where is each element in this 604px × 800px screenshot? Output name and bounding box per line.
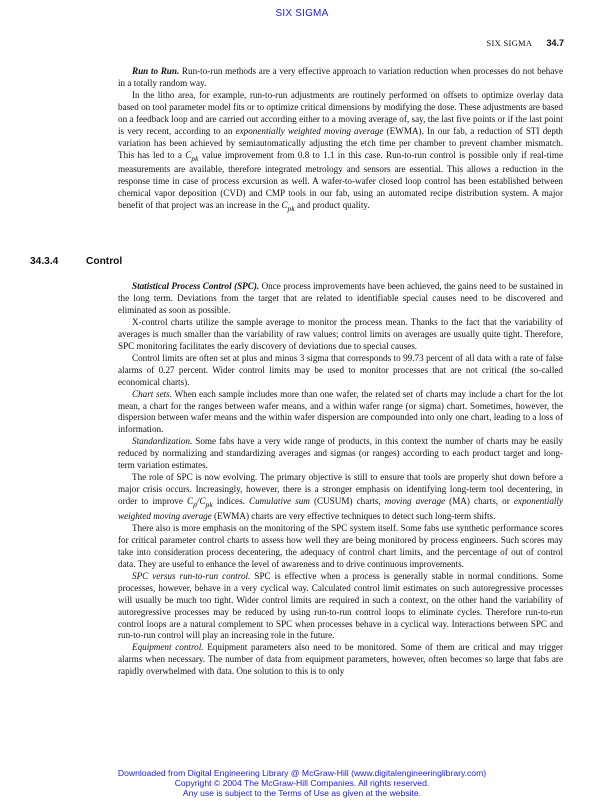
footer-terms-line: Any use is subject to the Terms of Use as given at the website.	[182, 788, 422, 798]
section-number: 34.3.4	[30, 256, 59, 267]
footer-copyright-line: Copyright © 2004 The McGraw-Hill Companies. All rights reserved.	[174, 778, 430, 788]
xcontrol-paragraph: X-control charts utilize the sample average to monitor the process mean. Thanks to the fact that the variability of averages is much smaller than the variability of raw values; control limits on averages are usually quite tight. Therefore, SPC monitoring facilitates the early discovery of deviations due to special causes.	[118, 316, 563, 351]
footer-download-line: Downloaded from Digital Engineering Library @ McGraw-Hill (www.digitalengineeringlibrary.com)	[117, 768, 487, 778]
equipment-control-heading: Equipment control.	[132, 642, 204, 653]
watermark-title: SIX SIGMA	[275, 8, 329, 19]
chart-sets-paragraph: Chart sets. When each sample includes more than one wafer, the related set of charts may include a chart for the lot mean, a chart for the ranges between wafer means, and a within wafer range (or sigma) chart. Sometimes, however, the dispersion between wafer means and the within wafer dispersion are compounded into only one chart, leading to a loss of information.	[118, 388, 563, 435]
control-limits-paragraph: Control limits are often set at plus and minus 3 sigma that corresponds to 99.73 percent of all data with a rate of false alarms of 0.27 percent. Wider control limits may be used to monitor processes that are not critical (the so-called economical charts).	[118, 352, 563, 387]
running-head-title: SIX SIGMA	[486, 38, 533, 48]
run-to-run-heading: Run to Run.	[132, 66, 180, 76]
spc-paragraph: Statistical Process Control (SPC). Once process improvements have been achieved, the gains need to be sustained in the long term. Deviations from the target that are related to identifiable special causes need to be discovered and eliminated as soon as possible.	[118, 281, 564, 315]
spc-vs-run-to-run-heading: SPC versus run-to-run control.	[132, 570, 251, 581]
spc-monitoring-paragraph: There also is more emphasis on the monitoring of the SPC system itself. Some fabs use synthetic performance scores for critical parameter control charts to assess how well they are being monitored by process engineers. Such scores may take into consideration process decentering, the adequacy of control chart limits, and the percentage of out of control data. They are useful to enhance the level of awareness and to drive continuous improvements.	[118, 522, 563, 569]
control-block	[118, 281, 563, 678]
run-to-run-paragraph-1: Run to Run. Run-to-run methods are a very effective approach to variation reduction when processes do not behave in a totally random way.	[118, 66, 563, 88]
run-to-run-block	[118, 66, 563, 215]
cpk-symbol: $C_{pk}$	[281, 200, 295, 214]
standardization-paragraph: Standardization. Some fabs have a very wide range of products, in this context the number of charts may be easily reduced by normalizing and standardizing averages and sigmas (or ranges) according to each product target and long-term variation estimates.	[118, 436, 563, 471]
cpk-symbol: $C_{pk}$	[185, 149, 199, 163]
equipment-control-paragraph: Equipment control. Equipment parameters also need to be monitored. Some of them are critical and may trigger alarms when necessary. The number of data from equipment parameters, however, often becomes so large that fabs are rapidly overwhelmed with data. One solution to this is to only	[118, 642, 563, 677]
page-number: 34.7	[546, 38, 564, 48]
spc-vs-run-to-run-paragraph: SPC versus run-to-run control. SPC is effective when a process is generally stable in normal conditions. Some processes, however, behave in a very cyclical way. Calculated control limit estimates on such autoregressive processes will usually be much too tight. Wider control limits are required in such a context, on the other hand the variability of autoregressive processes may be reduced by using run-to-run control loops to eliminate cycles. Therefore run-to-run control loops are a natural complement to SPC when processes behave in a cyclical way. Interactions between SPC and run-to-run control will play an increasing role in the future.	[118, 570, 563, 641]
run-to-run-paragraph-2: In the litho area, for example, run-to-run adjustments are routinely performed on offsets to optimize overlay data based on tool parameter model fits or to optimize critical dimensions by modifying the dose. These adjustments are based on a feedback loop and are carried out according either to a moving average of, say, the last five points or if the last point is very recent, according to an exponentially weighted moving average (EWMA). In our fab, a reduction of STI depth variation has been achieved by semiautomatically adjusting the etch time per chamber to prevent chamber mismatch. This has led to a $C_{pk}$ value improvement from 0.8 to 1.1 in this case. Run-to-run control is possible only if real-time measurements are available, therefore integrated metrology and sensors are essential. This allows a reduction in the response time in case of process excursion as well. A wafer-to-wafer closed loop control has been established between chemical vapor deposition (CVD) and CMP tools in our fab, using an automated recipe distribution system. A major benefit of that project was an increase in the $C_{pk}$ and product quality.	[118, 89, 563, 214]
section-title: Control	[86, 256, 123, 267]
spc-heading: Statistical Process Control (SPC).	[132, 281, 260, 291]
standardization-heading: Standardization.	[132, 436, 193, 447]
role-of-spc-paragraph: The role of SPC is now evolving. The primary objective is still to ensure that tools are properly shut down before a major crisis occurs. Increasingly, however, there is a stronger emphasis on identifying long-term tool decentering, in order to improve $C_p/C_{pk}$ indices. Cumulative sum (CUSUM) charts, moving average (MA) charts, or exponentially weighted moving average (EWMA) charts are very effective techniques to detect such long-term shifts.	[118, 472, 563, 521]
cp-cpk-symbol: $C_p/C_{pk}$	[187, 496, 213, 509]
running-head	[486, 38, 564, 48]
section-heading	[30, 256, 122, 267]
chart-sets-heading: Chart sets.	[132, 388, 172, 399]
